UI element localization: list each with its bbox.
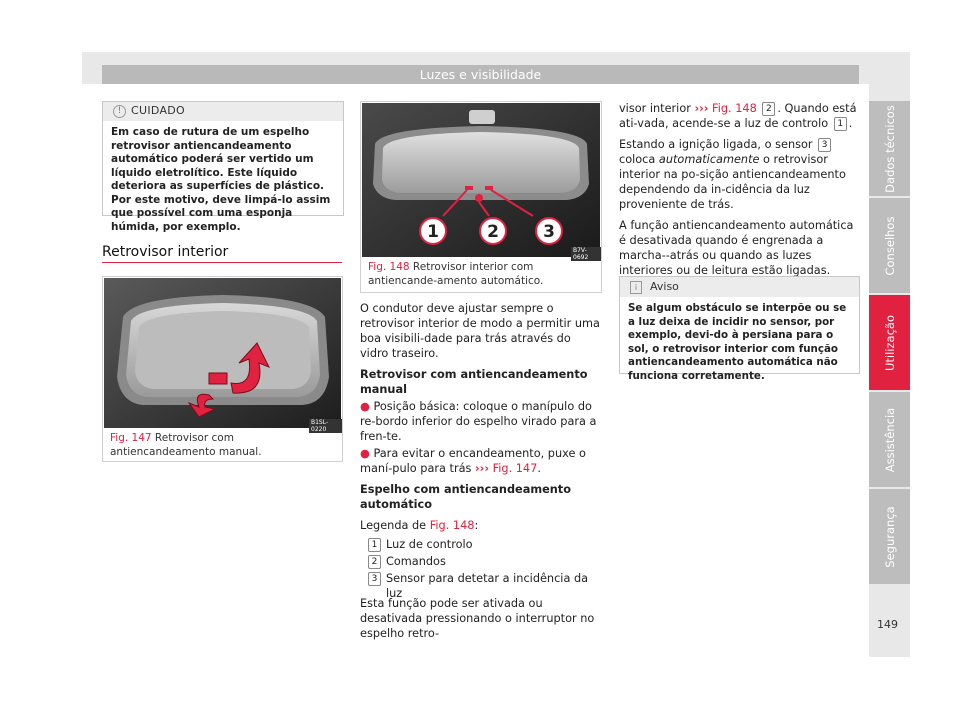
figure-link[interactable]: Fig. 148 — [429, 519, 475, 532]
text-run: o retrovisor interior na po-sição antiencandeamento dependendo da in-cidência da luz proveniente de trás. — [619, 153, 846, 211]
caution-text: Em caso de rutura de um espelho retrovisor antiencandeamento automático poderá ser vertido um líquido eletrolítico. Este líquido deteriora as superfícies de plástico. Por este motivo, deve limpá-lo assim que possível com uma esponja húmida, por exemplo. — [111, 126, 331, 233]
manual-mirror-illustration — [103, 277, 342, 429]
paragraph: O condutor deve ajustar sempre o retrovisor interior de modo a permitir uma boa visibili-dade para trás através do vidro traseiro. — [360, 302, 600, 360]
notice-text: Se algum obstáculo se interpõe ou se a luz deixa de incidir no sensor, por exemplo, devi-do à persiana para o sol, o retrovisor interior com função antiencandeamento automática não funciona corretamente. — [628, 302, 847, 382]
figure-148 — [360, 101, 602, 293]
legend-number: 1 — [368, 538, 381, 552]
tab-label: Segurança — [882, 505, 897, 568]
caution-header — [103, 102, 343, 121]
figure-147 — [102, 276, 343, 462]
bullet-item: ● Para evitar o encandeamento, puxe o maní-pulo para trás ››› Fig. 147. — [360, 447, 586, 475]
section-rule — [102, 262, 342, 263]
bullet-text: Para evitar o encandeamento, puxe o maní-pulo para trás — [360, 447, 586, 475]
page-number: 149 — [877, 618, 898, 631]
paragraph: Esta função pode ser ativada ou desativada pressionando o interruptor no espelho retro- — [360, 597, 595, 640]
exclamation-icon: ! — [113, 105, 126, 118]
tab-label: Utilização — [882, 314, 897, 371]
legend-number: 1 — [834, 117, 847, 131]
paragraph: A função antiencandeamento automática é desativada quando é engrenada a marcha--atrás ou quando as luzes interiores ou de leitura estão ligadas. — [619, 219, 854, 277]
legend-text: Luz de controlo — [386, 538, 473, 551]
figure-link[interactable]: Fig. 148 — [712, 102, 757, 115]
notice-header — [620, 277, 859, 297]
bullet-item — [360, 399, 602, 444]
legend-item — [360, 571, 602, 600]
text-run: visor interior — [619, 102, 691, 115]
right-column — [619, 101, 861, 284]
notice-title: Aviso — [650, 280, 679, 293]
legend-label: Legenda de — [360, 519, 427, 532]
tab-seguranca[interactable] — [869, 489, 910, 584]
legend-text: Sensor para detetar a incidência da luz — [386, 572, 589, 600]
figure-caption-text: Retrovisor com antiencandeamento manual. — [110, 432, 262, 458]
callout-2: 2 — [487, 222, 499, 242]
legend-text: Comandos — [386, 555, 446, 568]
tab-assistencia[interactable] — [869, 392, 910, 487]
arrow-ref-icon: ››› — [475, 462, 489, 475]
arrow-ref-icon: ››› — [694, 102, 709, 115]
text-run: . Quando está ati-vada, acende-se a luz de controlo — [619, 102, 857, 130]
subheading: Espelho com antiencandeamento automático — [360, 483, 571, 511]
legend-item — [360, 537, 602, 554]
figure-148-caption — [368, 261, 596, 288]
text-run: coloca — [619, 153, 656, 166]
callout-3: 3 — [543, 222, 555, 242]
bullet-text: Posição básica: coloque o manípulo do re-bordo inferior do espelho virado para a fren-te. — [360, 400, 597, 443]
tab-conselhos[interactable] — [869, 198, 910, 293]
middle-column — [360, 301, 602, 647]
figure-147-caption — [110, 432, 338, 459]
figure-code: B1SL-0220 — [309, 419, 342, 433]
legend-number: 2 — [762, 102, 775, 116]
tab-dados-tecnicos[interactable] — [869, 101, 910, 196]
tab-utilizacao[interactable] — [869, 295, 910, 390]
legend-number: 3 — [818, 138, 831, 152]
emphasis-text: automaticamente — [658, 153, 760, 166]
figure-code: B7V-0692 — [571, 247, 601, 261]
figure-label: Fig. 147 — [110, 432, 152, 444]
legend-number: 3 — [368, 572, 381, 586]
callout-1: 1 — [427, 222, 439, 242]
bullet-icon: ● — [360, 447, 370, 460]
figure-caption-text: Retrovisor interior com antiencande-amento automático. — [368, 261, 544, 287]
tab-label: Assistência — [882, 407, 897, 472]
figure-link[interactable]: Fig. 147 — [492, 462, 538, 475]
auto-mirror-illustration — [361, 102, 601, 258]
legend-intro: Legenda de Fig. 148: — [360, 519, 479, 532]
section-title: Retrovisor interior — [102, 244, 229, 260]
paragraph: visor interior ››› Fig. 148 2 . Quando está ati-vada, acende-se a luz de controlo 1 . — [619, 102, 857, 130]
info-icon: i — [630, 281, 642, 294]
notice-box — [619, 276, 860, 382]
caution-title: CUIDADO — [131, 104, 186, 117]
paragraph — [619, 137, 861, 212]
legend-number: 2 — [368, 555, 381, 569]
subheading: Retrovisor com antiencandeamento manual — [360, 368, 588, 396]
bullet-icon: ● — [360, 400, 370, 413]
page-header: Luzes e visibilidade — [102, 65, 859, 84]
figure-label: Fig. 148 — [368, 261, 410, 273]
text-run: Estando a ignição ligada, o sensor — [619, 138, 813, 151]
tab-label: Conselhos — [882, 216, 897, 275]
caution-box — [102, 101, 344, 233]
legend-item — [360, 554, 602, 571]
tab-label: Dados técnicos — [882, 104, 897, 193]
